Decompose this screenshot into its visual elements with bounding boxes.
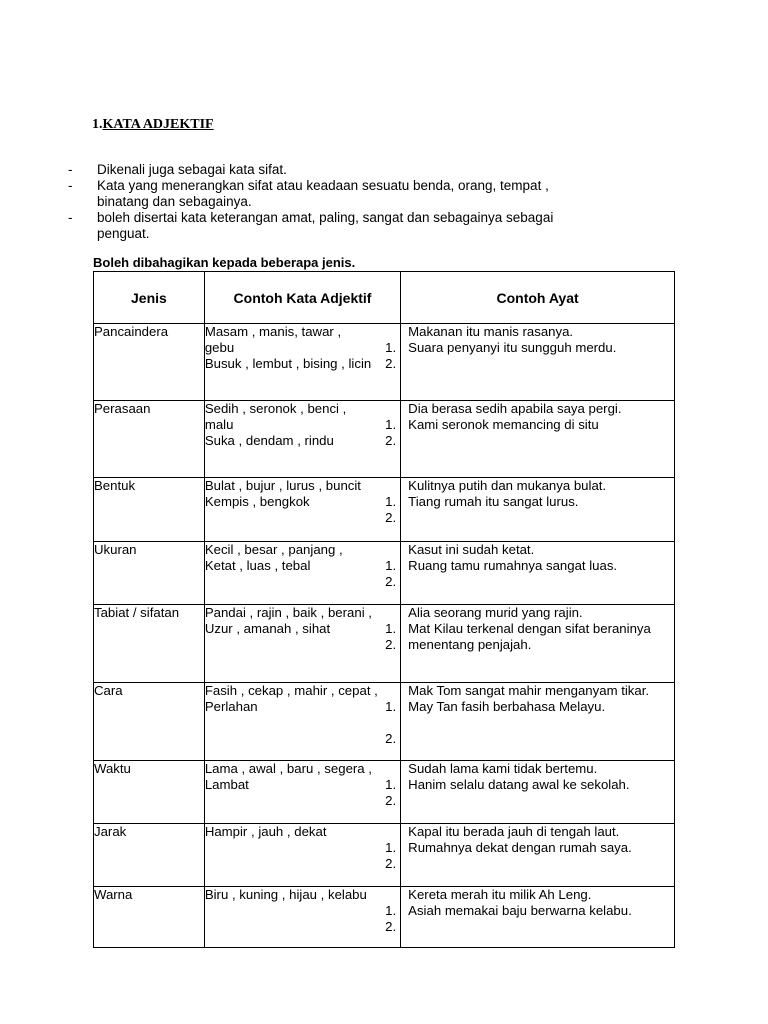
cell-jenis: Pancaindera — [94, 324, 205, 401]
example-number: 1. — [385, 558, 397, 573]
example-number: 1. — [385, 903, 397, 918]
table-row — [94, 887, 675, 948]
example-numbers — [385, 340, 396, 372]
bullet-line: Dikenali juga sebagai kata sifat. — [97, 162, 287, 177]
example-number: 2. — [385, 433, 397, 448]
example-number: 2. — [385, 793, 397, 808]
contoh-kata-line: Kecil , besar , panjang , — [204, 542, 343, 557]
example-number: 1. — [385, 699, 397, 714]
bullet-dash: - — [68, 162, 73, 177]
bullet-dash: - — [68, 210, 73, 225]
example-sentence: Kereta merah itu milik Ah Leng. — [408, 887, 592, 902]
contoh-kata-line: Lama , awal , baru , segera , — [204, 761, 372, 776]
example-number: 2. — [385, 856, 397, 871]
contoh-kata-line: Ketat , luas , tebal — [204, 558, 311, 573]
example-numbers — [385, 621, 396, 653]
contoh-kata-line: Suka , dendam , rindu — [204, 433, 334, 448]
cell-jenis: Waktu — [94, 761, 205, 824]
cell-contoh-ayat — [401, 324, 675, 401]
example-sentence: Asiah memakai baju berwarna kelabu. — [408, 903, 632, 918]
table-header-row — [94, 272, 675, 324]
example-numbers — [385, 777, 396, 809]
cell-contoh-ayat — [401, 824, 675, 887]
cell-contoh-kata — [204, 542, 400, 605]
contoh-kata-line: Perlahan — [204, 699, 258, 714]
example-sentence: Mak Tom sangat mahir menganyam tikar. — [408, 683, 650, 698]
example-numbers — [385, 903, 396, 935]
bullet-item — [68, 162, 608, 178]
example-numbers — [385, 558, 396, 590]
cell-jenis: Jarak — [94, 824, 205, 887]
header-contoh-ayat: Contoh Ayat — [401, 272, 675, 324]
contoh-kata-line: Hampir , jauh , dekat — [204, 824, 327, 839]
header-jenis: Jenis — [94, 272, 205, 324]
bullet-list — [68, 162, 608, 242]
contoh-kata-line: Busuk , lembut , bising , licin — [204, 356, 372, 371]
table-body — [94, 324, 675, 948]
example-number: 2. — [385, 731, 397, 746]
example-number: 2. — [385, 637, 397, 652]
example-sentence: Ruang tamu rumahnya sangat luas. — [408, 558, 618, 573]
cell-contoh-kata — [204, 824, 400, 887]
contoh-kata-line: Fasih , cekap , mahir , cepat , — [204, 683, 378, 698]
example-number: 2. — [385, 574, 397, 589]
example-sentence: Alia seorang murid yang rajin. — [408, 605, 583, 620]
cell-contoh-kata — [204, 478, 400, 542]
cell-jenis: Perasaan — [94, 401, 205, 478]
cell-jenis: Bentuk — [94, 478, 205, 542]
cell-contoh-kata — [204, 605, 400, 683]
table-row — [94, 605, 675, 683]
example-number: 2. — [385, 919, 397, 934]
example-sentence: Rumahnya dekat dengan rumah saya. — [408, 840, 632, 855]
bullet-item — [68, 178, 608, 210]
example-sentence: Dia berasa sedih apabila saya pergi. — [408, 401, 622, 416]
cell-jenis: Cara — [94, 683, 205, 761]
contoh-kata-line: Sedih , seronok , benci , — [204, 401, 347, 416]
table-row — [94, 542, 675, 605]
example-sentence: Makanan itu manis rasanya. — [408, 324, 574, 339]
example-sentence: Tiang rumah itu sangat lurus. — [408, 494, 579, 509]
adjective-table — [93, 271, 675, 948]
contoh-kata-line: malu — [204, 417, 234, 432]
table-row — [94, 478, 675, 542]
contoh-kata-line: Lambat — [204, 777, 249, 792]
bullet-line: binatang dan sebagainya. — [97, 194, 252, 209]
bullet-line: penguat. — [97, 226, 150, 241]
cell-jenis: Tabiat / sifatan — [94, 605, 205, 683]
example-number: 1. — [385, 621, 397, 636]
header-contoh-kata: Contoh Kata Adjektif — [204, 272, 400, 324]
cell-contoh-ayat — [401, 542, 675, 605]
cell-contoh-ayat — [401, 887, 675, 948]
example-sentence: Suara penyanyi itu sungguh merdu. — [408, 340, 617, 355]
table-subheading: Boleh dibahagikan kepada beberapa jenis. — [93, 255, 356, 270]
cell-contoh-ayat — [401, 761, 675, 824]
example-number: 1. — [385, 494, 397, 509]
example-sentence: Kami seronok memancing di situ — [408, 417, 599, 432]
cell-contoh-kata — [204, 401, 400, 478]
example-sentence: Kapal itu berada jauh di tengah laut. — [408, 824, 620, 839]
cell-jenis: Ukuran — [94, 542, 205, 605]
cell-jenis: Warna — [94, 887, 205, 948]
contoh-kata-line: Pandai , rajin , baik , berani , — [204, 605, 372, 620]
example-number: 1. — [385, 417, 397, 432]
example-numbers — [385, 699, 396, 747]
table-row — [94, 761, 675, 824]
table-row — [94, 824, 675, 887]
example-sentence: Kasut ini sudah ketat. — [408, 542, 535, 557]
example-numbers — [385, 840, 396, 872]
example-numbers — [385, 417, 396, 449]
cell-contoh-ayat — [401, 605, 675, 683]
table-row — [94, 324, 675, 401]
cell-contoh-kata — [204, 887, 400, 948]
bullet-line: Kata yang menerangkan sifat atau keadaan sesuatu benda, orang, tempat , — [97, 178, 549, 193]
table-row — [94, 683, 675, 761]
example-number: 2. — [385, 356, 397, 371]
bullet-item — [68, 210, 608, 242]
bullet-line: boleh disertai kata keterangan amat, paling, sangat dan sebagainya sebagai — [97, 210, 554, 225]
example-sentence: Sudah lama kami tidak bertemu. — [408, 761, 598, 776]
cell-contoh-kata — [204, 324, 400, 401]
cell-contoh-ayat — [401, 478, 675, 542]
section-title — [92, 117, 214, 133]
cell-contoh-ayat — [401, 401, 675, 478]
table-row — [94, 401, 675, 478]
cell-contoh-ayat — [401, 683, 675, 761]
example-sentence: Kulitnya putih dan mukanya bulat. — [408, 478, 607, 493]
example-sentence: Hanim selalu datang awal ke sekolah. — [408, 777, 630, 792]
example-number: 2. — [385, 510, 397, 525]
cell-contoh-kata — [204, 683, 400, 761]
cell-contoh-kata — [204, 761, 400, 824]
contoh-kata-line: Bulat , bujur , lurus , buncit — [204, 478, 361, 493]
example-number: 1. — [385, 777, 397, 792]
example-sentence: Mat Kilau terkenal dengan sifat beraninya menentang penjajah. — [408, 621, 651, 652]
bullet-dash: - — [68, 178, 73, 193]
contoh-kata-line: Uzur , amanah , sihat — [204, 621, 331, 636]
contoh-kata-line: gebu — [204, 340, 235, 355]
example-number — [385, 715, 396, 731]
example-numbers — [385, 494, 396, 526]
section-number: 1. — [92, 117, 103, 132]
section-heading: KATA ADJEKTIF — [102, 117, 214, 132]
contoh-kata-line: Biru , kuning , hijau , kelabu — [204, 887, 367, 902]
contoh-kata-line: Masam , manis, tawar , — [204, 324, 342, 339]
example-number: 1. — [385, 840, 397, 855]
contoh-kata-line: Kempis , bengkok — [204, 494, 310, 509]
example-sentence: May Tan fasih berbahasa Melayu. — [408, 699, 606, 714]
example-number: 1. — [385, 340, 397, 355]
